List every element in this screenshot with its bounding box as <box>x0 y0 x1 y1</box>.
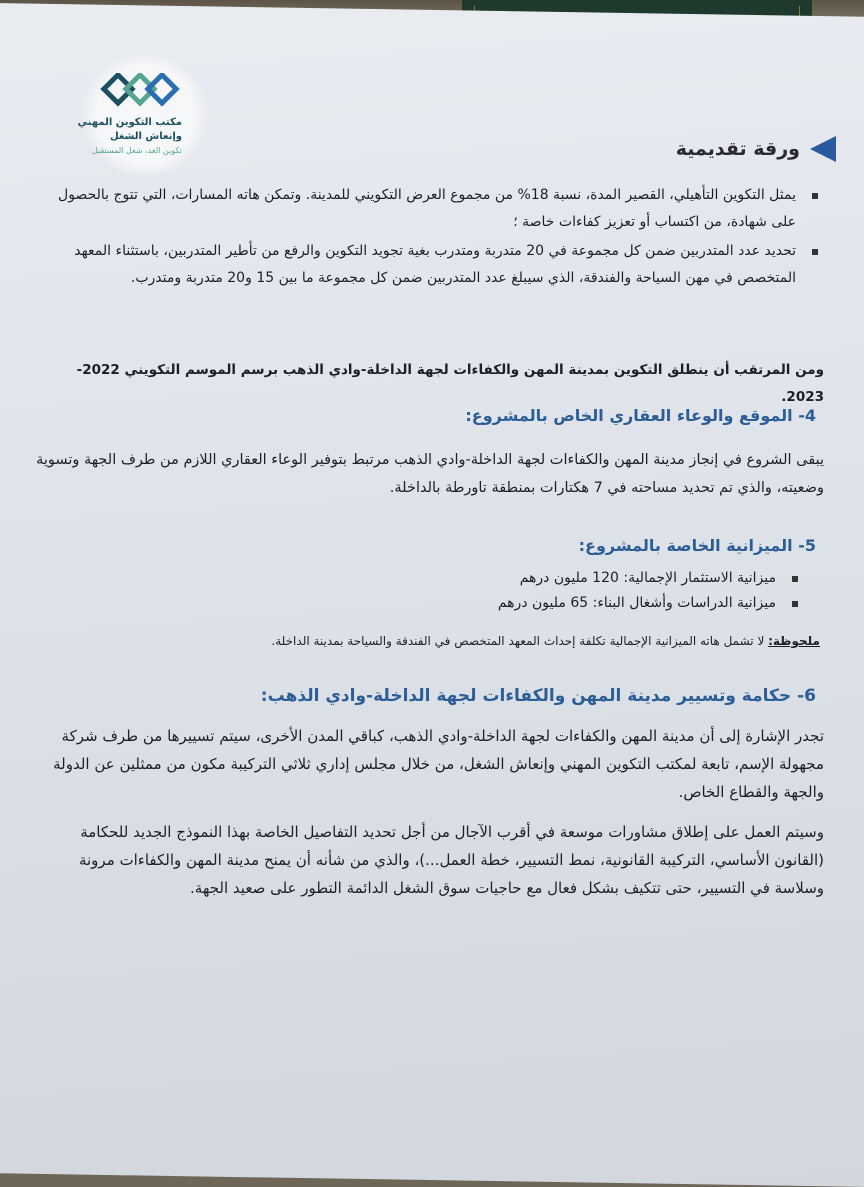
intro-bullet: يمثل التكوين التأهيلي، القصير المدة، نسبة 18% من مجموع العرض التكويني للمدينة. وتمكن هاته المسارات، التي تتوج بالحصول على شهادة، من اكتساب أو تعزيز كفاءات خاصة ؛ <box>54 182 824 236</box>
intro-heading-block <box>676 136 836 162</box>
budget-note <box>271 630 820 652</box>
section4-heading: 4- الموقع والوعاء العقاري الخاص بالمشروع: <box>465 406 816 425</box>
budget-item: ميزانية الاستثمار الإجمالية: 120 مليون درهم <box>304 566 804 591</box>
section6-heading: 6- حكامة وتسيير مدينة المهن والكفاءات لجهة الداخلة-وادي الذهب: <box>260 686 816 706</box>
section5-heading: 5- الميزانية الخاصة بالمشروع: <box>578 536 816 555</box>
logo-text-line1: مكتب التكوين المهني <box>77 117 182 128</box>
intro-heading: ورقة تقديمية <box>675 138 800 160</box>
section4-body: يبقى الشروع في إنجاز مدينة المهن والكفاءات لجهة الداخلة-وادي الذهب مرتبط بتوفير الوعاء العقاري اللازم من طرف الجهة وتسوية وضعيته، والذي تم تحديد مساحته في 7 هكتارات بمنطقة تاورطة بالداخلة. <box>36 452 824 496</box>
launch-paragraph: ومن المرتقب أن ينطلق التكوين بمدينة المهن والكفاءات لجهة الداخلة-وادي الذهب برسم الموسم التكويني 2022-2023. <box>76 362 824 405</box>
triangle-marker-icon <box>810 136 836 162</box>
section6-paragraph2: وسيتم العمل على إطلاق مشاورات موسعة في أقرب الآجال من أجل تحديد التفاصيل الخاصة بهذا النموذج الجديد للحكامة (القانون الأساسي، التركيبة القانونية، نمط التسيير، خطة العمل...)، والذي من شأنه أن يمنح مدينة المهن والكفاءات مرونة وسلاسة في التسيير، حتى تتكيف بشكل فعال مع حاجيات سوق الشغل الدائمة التطور على صعيد الجهة. <box>78 823 824 897</box>
section6-paragraph1: تجدر الإشارة إلى أن مدينة المهن والكفاءات لجهة الداخلة-وادي الذهب، كباقي المدن الأخرى، سيتم تسييرها من طرف شركة مجهولة الإسم، تابعة لمكتب التكوين المهني وإنعاش الشغل، من خلال مجلس إداري ثلاثي التركيبة مكون من ممثلين عن الدولة والجهة والقطاع الخاص. <box>53 727 824 801</box>
budget-list <box>304 566 804 616</box>
intro-bullet: تحديد عدد المتدربين ضمن كل مجموعة في 20 متدربة ومتدرب بغية تجويد التكوين والرفع من تأطير المتدربين، باستثناء المعهد المتخصص في مهن السياحة والفندقة، الذي سيبلغ عدد المتدربين ضمن كل مجموعة ما بين 15 و20 متدربة ومتدرب. <box>54 238 824 292</box>
budget-item: ميزانية الدراسات وأشغال البناء: 65 مليون درهم <box>304 591 804 616</box>
intro-bullet-list <box>54 182 824 294</box>
logo-tagline: تكوين الغد، شغل المستقبل <box>92 146 182 155</box>
logo-text-line2: وإنعاش الشغل <box>109 131 182 142</box>
note-label: ملحوظة: <box>768 634 820 648</box>
note-text: لا تشمل هاته الميزانية الإجمالية تكلفة إحداث المعهد المتخصص في الفندقة والسياحة بمدينة الداخلة. <box>271 634 769 648</box>
